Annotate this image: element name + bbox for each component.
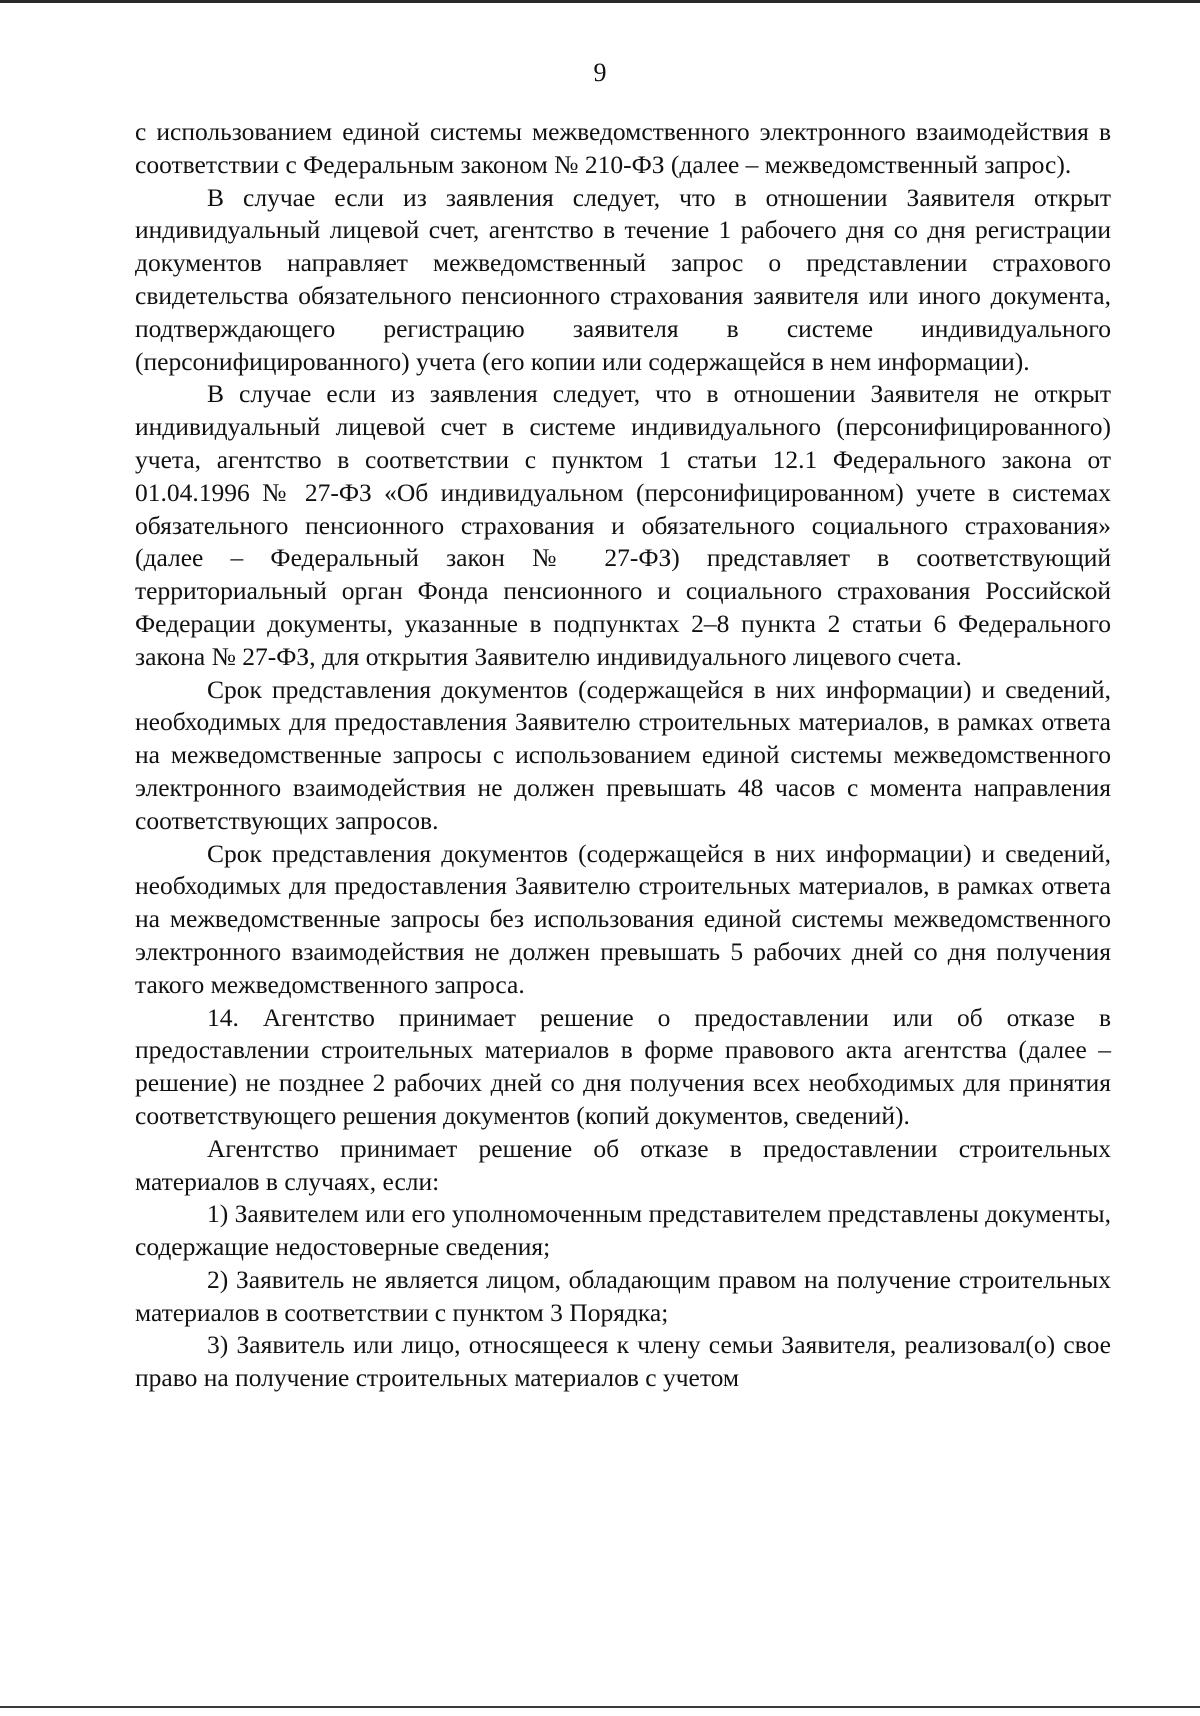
paragraph: 1) Заявителем или его уполномоченным представителем представлены документы, содержащие недостоверные сведения;	[135, 1199, 1111, 1262]
document-body	[135, 116, 1111, 1395]
paragraph: с использованием единой системы межведомственного электронного взаимодействия в соответствии с Федеральным законом № 210-ФЗ (далее – межведомственный запрос).	[135, 117, 1111, 179]
scan-edge-bottom	[0, 1706, 1200, 1708]
scan-edge-top	[0, 0, 1200, 3]
paragraph: В случае если из заявления следует, что в отношении Заявителя открыт индивидуальный лицевой счет, агентство в течение 1 рабочего дня со дня регистрации документов направляет межведомственный запрос о представлении страхового свидетельства обязательного пенсионного страхования заявителя или иного документа, подтверждающего регистрацию заявителя в системе индивидуального (персонифицированного) учета (его копии или содержащейся в нем информации).	[135, 182, 1111, 376]
paragraph: В случае если из заявления следует, что в отношении Заявителя не открыт индивидуальный лицевой счет в системе индивидуального (персонифицированного) учета, агентство в соответствии с пунктом 1 статьи 12.1 Федерального закона от 01.04.1996 № 27-ФЗ «Об индивидуальном (персонифицированном) учете в системах обязательного пенсионного страхования и обязательного социального страхования» (далее – Федеральный закон № 27-ФЗ) представляет в соответствующий территориальный орган Фонда пенсионного и социального страхования Российской Федерации документы, указанные в подпунктах 2–8 пункта 2 статьи 6 Федерального закона № 27-ФЗ, для открытия Заявителю индивидуального лицевого счета.	[135, 379, 1111, 671]
paragraph: Срок представления документов (содержащейся в них информации) и сведений, необходимых для предоставления Заявителю строительных материалов, в рамках ответа на межведомственные запросы с использованием единой системы межведомственного электронного взаимодействия не должен превышать 48 часов с момента направления соответствующих запросов.	[135, 674, 1111, 835]
paragraph: 3) Заявитель или лицо, относящееся к члену семьи Заявителя, реализовал(о) свое право на получение строительных материалов с учетом	[135, 1330, 1111, 1393]
paragraph: Срок представления документов (содержащейся в них информации) и сведений, необходимых для предоставления Заявителю строительных материалов, в рамках ответа на межведомственные запросы без использования единой системы межведомственного электронного взаимодействия не должен превышать 5 рабочих дней со дня получения такого межведомственного запроса.	[135, 838, 1111, 999]
paragraph: 2) Заявитель не является лицом, обладающим правом на получение строительных материалов в соответствии с пунктом 3 Порядка;	[135, 1264, 1111, 1327]
page-number: 9	[593, 58, 607, 87]
paragraph: Агентство принимает решение об отказе в предоставлении строительных материалов в случаях, если:	[135, 1133, 1111, 1196]
paragraph: 14. Агентство принимает решение о предоставлении или об отказе в предоставлении строительных материалов в форме правового акта агентства (далее – решение) не позднее 2 рабочих дней со дня получения всех необходимых для принятия соответствующего решения документов (копий документов, сведений).	[135, 1002, 1111, 1130]
